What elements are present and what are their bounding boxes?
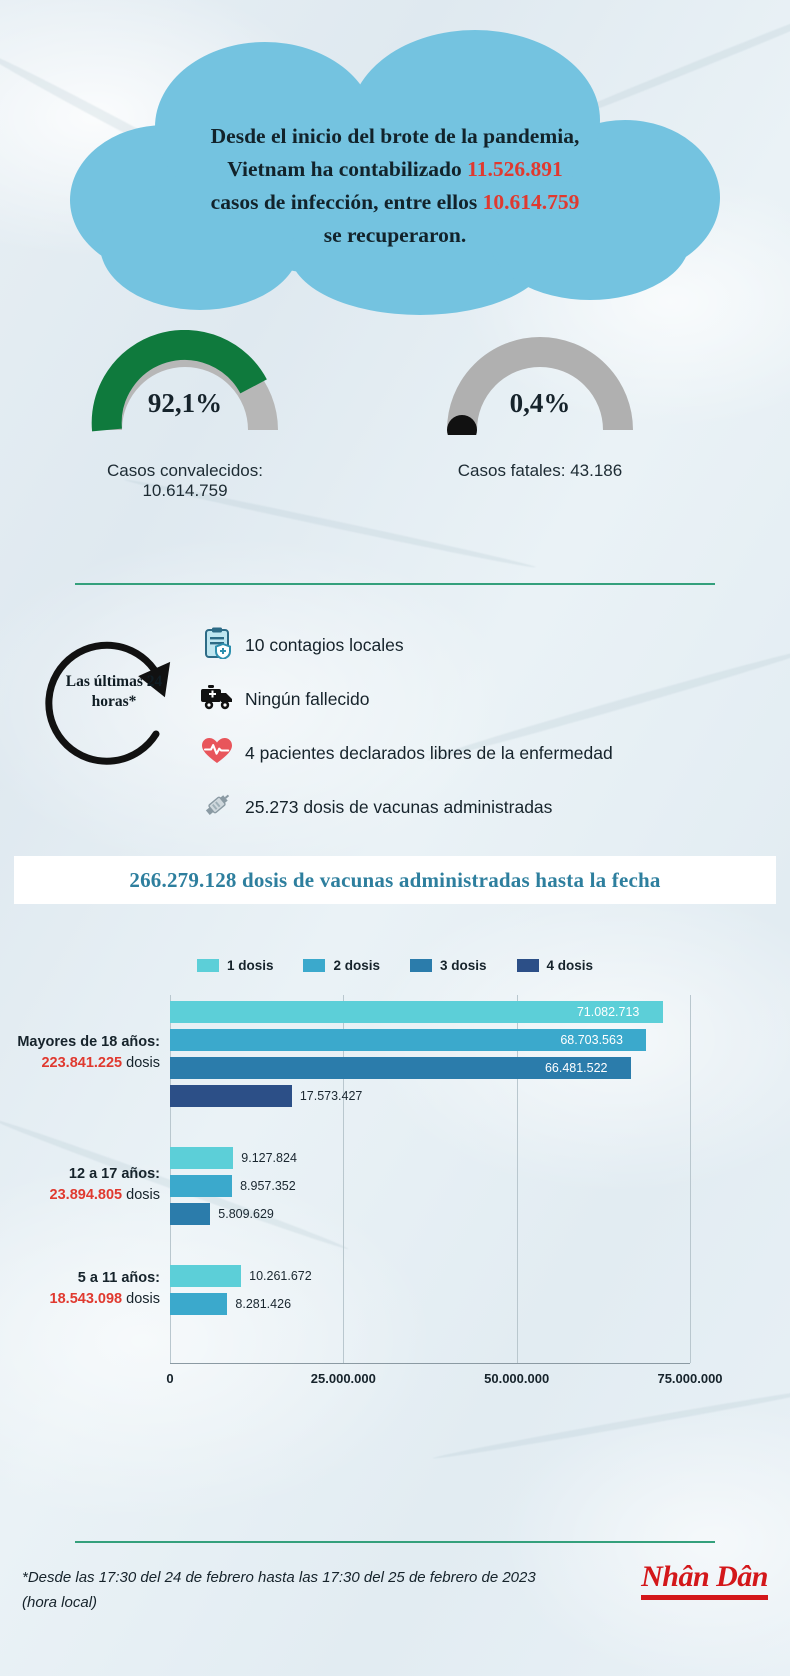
chart-plot-area [170,995,690,1363]
chart-bar [170,1203,210,1225]
chart-bar [170,1147,233,1169]
chart-bar-value-label: 8.281.426 [235,1297,292,1311]
chart-bar-value-label: 68.703.563 [560,1033,623,1047]
legend-item [197,958,274,973]
legend-label: 4 dosis [546,958,594,973]
legend-item [303,958,380,973]
chart-group-name: 5 a 11 años: [77,1270,160,1286]
legend-swatch [303,959,325,972]
gauge-arc-svg [440,330,640,435]
publisher-logo [641,1562,768,1600]
headline-line-1: Desde el inicio del brote de la pandemia, [210,124,580,148]
chart-bar [170,1265,241,1287]
footer-note: *Desde las 17:30 del 24 de febrero hasta las 17:30 del 25 de febrero de 2023 (hora local) [22,1569,536,1611]
total-cases-value: 11.526.891 [467,157,563,181]
last-24-hours-label: Las últimas 24 horas* [65,673,163,710]
vaccination-bar-chart [0,995,790,1415]
gauge-recovered [70,330,300,501]
gauge-value-fatal: 0,4% [509,388,571,418]
gauge-fatal [425,330,655,481]
chart-bar-value-label: 71.082.713 [576,1005,640,1019]
headline-line-4: se recuperaron. [323,223,467,247]
gauge-arc-recovered [85,330,285,435]
legend-swatch [517,959,539,972]
list-item-text: 25.273 dosis de vacunas administradas [245,796,553,817]
list-item-text: Ningún fallecido [245,688,370,709]
legend-swatch [410,959,432,972]
chart-bar-value-label: 17.573.427 [299,1089,363,1103]
chart-x-axis [170,1363,690,1364]
legend-label: 3 dosis [440,958,487,973]
chart-bar-value-label: 5.809.629 [218,1207,274,1221]
chart-x-tick-label: 50.000.000 [484,1371,550,1386]
chart-gridline [690,995,691,1363]
list-item [195,780,755,834]
chart-group-name: Mayores de 18 años: [17,1034,160,1050]
chart-bar [170,1175,232,1197]
legend-label: 2 dosis [333,958,380,973]
chart-legend [0,958,790,973]
legend-swatch [197,959,219,972]
chart-bar [170,1085,292,1107]
chart-bar-value-label: 8.957.352 [240,1179,296,1193]
chart-bar [170,1293,227,1315]
list-item [195,726,755,780]
headline-cloud [60,30,730,315]
headline-text [140,120,650,252]
last-24-hours-section [0,610,790,845]
chart-group-total: 223.841.225 dosis [41,1055,160,1071]
heart-pulse-icon [195,736,239,770]
gauge-arc-svg [85,330,285,435]
chart-x-tick-label: 25.000.000 [310,1371,376,1386]
divider-top [75,583,715,585]
headline-line-2a: Vietnam ha contabilizado [227,157,468,181]
legend-label: 1 dosis [226,958,274,973]
legend-item [517,958,594,973]
vaccine-banner [14,856,776,904]
list-item-text: 10 contagios locales [245,634,404,655]
list-item-text: 4 pacientes declarados libres de la enfermedad [245,742,613,763]
gauge-arc-fatal [440,330,640,435]
chart-group-total: 18.543.098 dosis [49,1291,160,1307]
chart-group-total: 23.894.805 dosis [49,1187,160,1203]
gauge-row [0,330,790,520]
syringe-icon [195,790,239,824]
list-item [195,672,755,726]
chart-bar-value-label: 9.127.824 [241,1151,297,1165]
legend-item [410,958,487,973]
publisher-logo-text: Nhân Dân [641,1560,768,1593]
chart-bar-value-label: 10.261.672 [249,1269,312,1283]
publisher-logo-bar [641,1595,768,1600]
chart-bar-value-label: 66.481.522 [544,1061,608,1075]
divider-bottom [75,1541,715,1543]
gauge-value-recovered: 92,1% [147,388,223,418]
chart-x-tick-label: 75.000.000 [657,1371,723,1386]
list-item [195,618,755,672]
chart-group-label [0,1164,160,1206]
recovered-cases-value: 10.614.759 [482,190,580,214]
chart-group-label [0,1032,160,1074]
gauge-caption-fatal: Casos fatales: 43.186 [457,461,623,480]
ambulance-icon [195,683,239,715]
vaccine-banner-text: 266.279.128 dosis de vacunas administradas hasta la fecha [129,867,661,892]
clipboard-shield-icon [195,627,239,663]
chart-x-tick-label: 0 [166,1371,174,1386]
chart-group-name: 12 a 17 años: [68,1166,160,1182]
gauge-caption-recovered: Casos convalecidos: 10.614.759 [107,461,263,500]
chart-group-label [0,1268,160,1310]
last-24-hours-list [195,618,755,834]
headline-line-3a: casos de infección, entre ellos [210,190,483,214]
